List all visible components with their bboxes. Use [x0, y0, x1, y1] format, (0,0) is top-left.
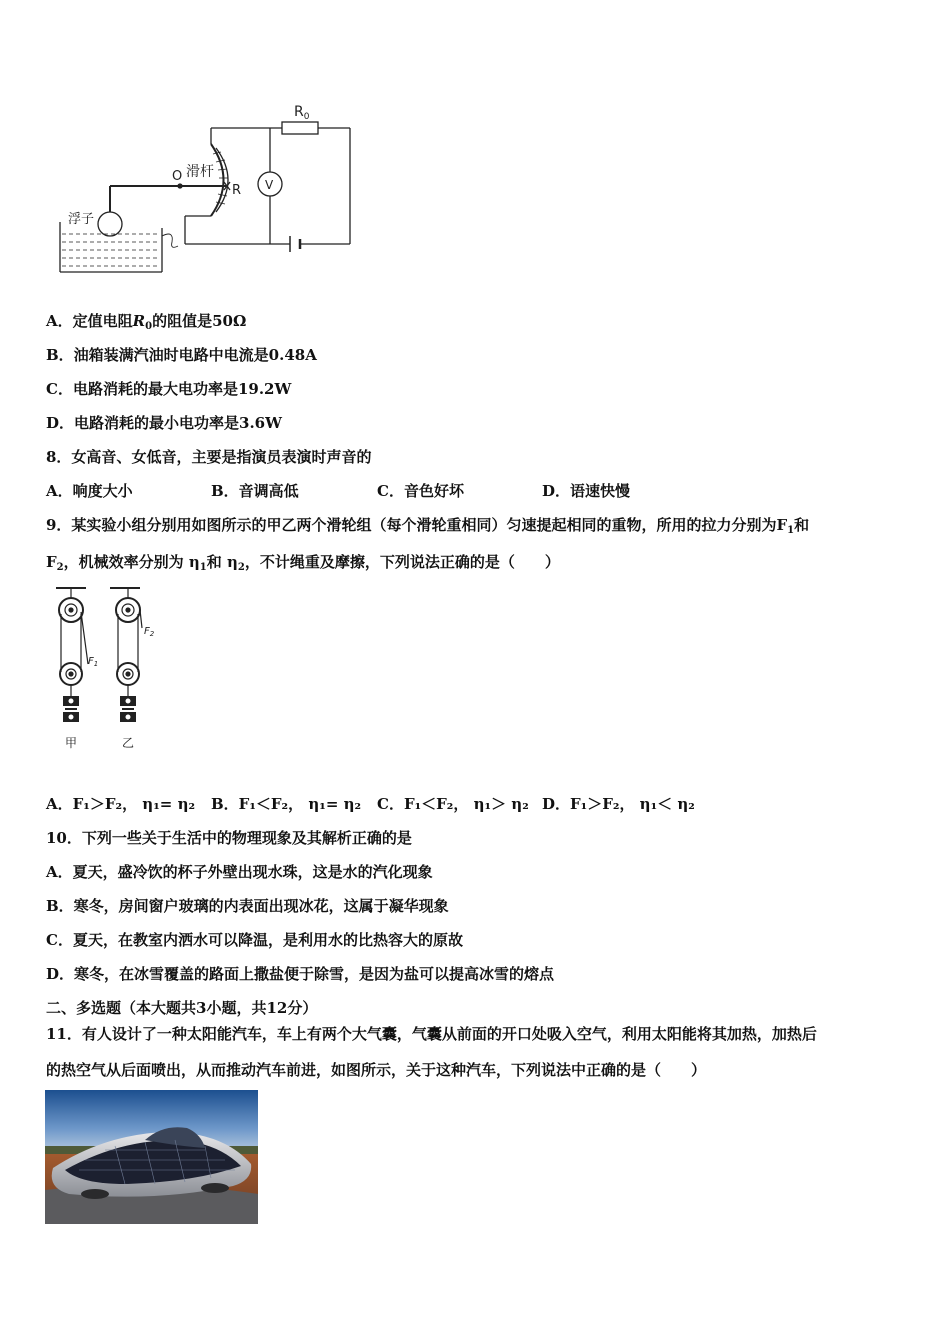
q7-option-c: C．电路消耗的最大电功率是19.2W [46, 380, 292, 398]
label-yi: 乙 [122, 736, 135, 750]
q8-stem: 8．女高音、女低音，主要是指演员表演时声音的 [46, 448, 372, 466]
fuel-gauge-circuit-diagram [50, 96, 360, 278]
svg-text:R0 [294, 104, 310, 122]
voltmeter-label: V [265, 178, 274, 192]
q10-option-c: C．夏天，在教室内洒水可以降温，是利用水的比热容大的原故 [46, 931, 463, 949]
pulley-system-diagram [46, 584, 176, 756]
q7-option-d: D．电路消耗的最小电功率是3.6W [46, 414, 282, 432]
resistor-r0 [282, 122, 318, 134]
section-heading: 二、多选题（本大题共3小题，共12分） [46, 999, 318, 1017]
q7-option-a: A．定值电阻$R_0$的阻值是50Ω [46, 312, 247, 332]
solar-car-photo [45, 1090, 258, 1224]
q11-stem-line2: 的热空气从后面喷出，从而推动汽车前进，如图所示，关于这种汽车，下列说法中正确的是（ ） [46, 1061, 707, 1079]
q9-option-d: D．F₁＞F₂， η₁＜ η₂ [542, 795, 695, 813]
q9-stem-line1: 9．某实验小组分别用如图所示的甲乙两个滑轮组（每个滑轮重相同）匀速提起相同的重物，所用的拉力分别为$F_1$和 [46, 516, 810, 536]
pivot-label: O [172, 169, 183, 184]
q8-option-c: C．音色好坏 [377, 482, 464, 500]
float-label: 浮子 [68, 212, 95, 227]
f1-label: F [88, 656, 94, 667]
q9-options [46, 794, 695, 814]
r0-sub: 0 [303, 112, 310, 122]
float-ball [98, 212, 122, 236]
q8-options [46, 481, 630, 501]
f1-sub: 1 [93, 660, 99, 668]
f2-label: F [144, 626, 150, 637]
svg-text:F1 [88, 656, 98, 668]
q10-stem: 10．下列一些关于生活中的物理现象及其解析正确的是 [46, 829, 412, 847]
svg-text:F2 [144, 626, 155, 638]
q11-stem-line1: 11．有人设计了一种太阳能汽车，车上有两个大气囊，气囊从前面的开口处吸入空气，利用太阳能将其加热，加热后 [46, 1025, 817, 1043]
rheostat-label: R [232, 183, 242, 198]
q9-option-c: C．F₁＜F₂， η₁＞ η₂ [377, 795, 529, 813]
q8-option-a: A．响度大小 [46, 482, 133, 500]
q9-option-a: A．F₁＞F₂， η₁= η₂ [46, 795, 196, 813]
f2-sub: 2 [149, 630, 155, 638]
q9-option-b: B．F₁＜F₂， η₁= η₂ [211, 795, 362, 813]
q10-option-a: A．夏天，盛冷饮的杯子外壁出现水珠，这是水的汽化现象 [46, 863, 433, 881]
r0-label: R [294, 104, 304, 120]
q10-option-b: B．寒冬，房间窗户玻璃的内表面出现冰花，这属于凝华现象 [46, 897, 449, 915]
q8-option-b: B．音调高低 [211, 482, 299, 500]
q10-option-d: D．寒冬，在冰雪覆盖的路面上撒盐便于除雪，是因为盐可以提高冰雪的熔点 [46, 965, 555, 983]
q9-stem-line2: $F_2$，机械效率分别为 $\eta_1$和 $\eta_2$，不计绳重及摩擦，下列说法正确的是（ ） [46, 553, 560, 573]
label-jia: 甲 [65, 736, 78, 750]
q8-option-d: D．语速快慢 [542, 482, 631, 500]
q7-option-b: B．油箱装满汽油时电路中电流是0.48A [46, 346, 317, 364]
slider-label: 滑杆 [186, 164, 214, 180]
